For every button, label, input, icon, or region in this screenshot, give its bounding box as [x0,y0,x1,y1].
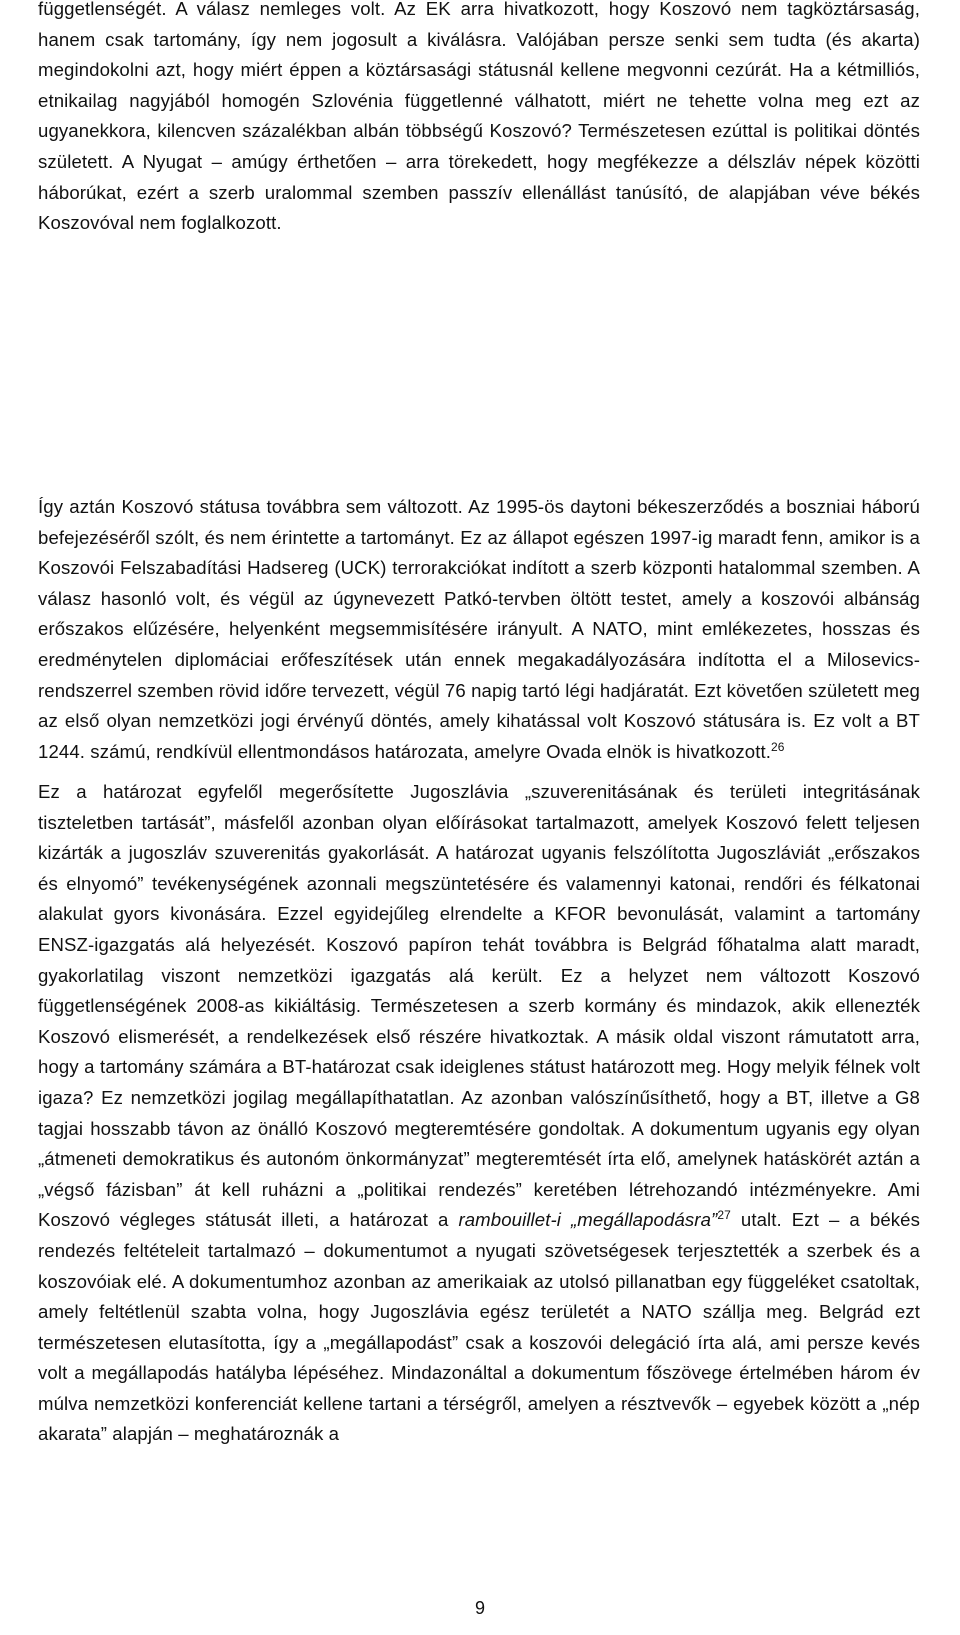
paragraph-2-text: Így aztán Koszovó státusa továbbra sem változott. Az 1995-ös daytoni békeszerződés a boszniai háború befejezéséről szólt, és nem érintette a tartományt. Ez az állapot egészen 1997-ig maradt fenn, amikor is a Koszovói Felszabadítási Hadsereg (UCK) terrorakciókat indított a szerb központi hatalommal szemben. A válasz hasonló volt, és végül az úgynevezett Patkó-tervben öltött testet, amely a koszovói albánság erőszakos elűzésére, helyenként megsemmisítésére irányult. A NATO, mint emlékezetes, hosszas és eredménytelen diplomáciai erőfeszítések után ennek megakadályozására indította el a Milosevics-rendszerrel szemben rövid időre tervezett, végül 76 napig tartó légi hadjáratát. Ezt követően született meg az első olyan nemzetközi jogi érvényű döntés, amely kihatással volt Koszovó státusára is. Ez volt a BT 1244. számú, rendkívül ellentmondásos határozata, amelyre Ovada elnök is hivatkozott. [38,496,920,762]
paragraph-3-text-end: utalt. Ezt – a békés rendezés feltételeit tartalmazó – dokumentumot a nyugati szövetségesek terjesztették a szerbek és a koszovóiak elé. A dokumentumhoz azonban az amerikaiak az utolsó pillanatban egy függeléket csatoltak, amely feltétlenül szabta volna, hogy Jugoszlávia egész területét a NATO szállja meg. Belgrád ezt természetesen elutasította, így a „megállapodást” csak a koszovói delegáció írta alá, ami persze kevés volt a megállapodás hatályba lépéséhez. Mindazonáltal a dokumentum főszövege értelmében három év múlva nemzetközi konferenciát kellene tartani a térségről, amelyen a résztvevők – egyebek között a „nép akarata” alapján – meghatároznák a [38,1209,920,1445]
footnote-ref-26[interactable]: 26 [771,739,785,754]
paragraph-1 [38,0,920,239]
paragraph-3-italic-phrase: rambouillet-i „megállapodásra” [458,1209,718,1231]
paragraph-3-text-start: Ez a határozat egyfelől megerősítette Jugoszlávia „szuverenitásának és területi integritásának tiszteletben tartását”, másfelől azonban olyan előírásokat tartalmazott, amelyek Koszovó felett teljesen kizárták a jugoszláv szuverenitás gyakorlását. A határozat ugyanis felszólította Jugoszláviát „erőszakos és elnyomó” tevékenységének azonnali megszüntetésére és valamennyi katonai, rendőri és félkatonai alakulat gyors kivonására. Ezzel egyidejűleg elrendelte a KFOR bevonulását, valamint a tartomány ENSZ-igazgatás alá helyezését. Koszovó papíron tehát továbbra is Belgrád főhatalma alatt maradt, gyakorlatilag viszont nemzetközi igazgatás alá került. Ez a helyzet nem változott Koszovó függetlenségének 2008-as kikiáltásig. Természetesen a szerb kormány és mindazok, akik ellenezték Koszovó elismerését, a rendelkezések első részére hivatkoztak. A másik oldal viszont rámutatott arra, hogy a tartomány számára a BT-határozat csak ideiglenes státust határozott meg. Hogy melyik félnek volt igaza? Ez nemzetközi jogilag megállapíthatatlan. Az azonban valószínűsíthető, hogy a BT, illetve a G8 tagjai hosszabb távon az önálló Koszovó megteremtésére gondoltak. A dokumentum ugyanis egy olyan „átmeneti demokratikus és autonóm önkormányzat” megteremtését írta elő, amelynek hatáskörét aztán a „végső fázisban” át kell ruházni a „politikai rendezés” keretében létrehozandó intézményekre. Ami Koszovó végleges státusát illeti, a határozat a [38,781,920,1231]
footnote-ref-27[interactable]: 27 [717,1208,731,1223]
paragraph-2 [38,492,920,767]
page-number: 9 [474,1598,485,1618]
paragraph-3 [38,777,920,1450]
paragraph-1-text: függetlenségét. A válasz nemleges volt. Az EK arra hivatkozott, hogy Koszovó nem tagköztársaság, hanem csak tartomány, így nem jogosult a kiválásra. Valójában persze senki sem tudta (és akarta) megindokolni azt, hogy miért éppen a köztársasági státusnál kellene megvonni cezúrát. Ha a kétmilliós, etnikailag nagyjából homogén Szlovénia függetlenné válhatott, miért ne tehette volna meg ezt az ugyanekkora, kilencven százalékban albán többségű Koszovó? Természetesen ezúttal is politikai döntés született. A Nyugat – amúgy érthetően – arra törekedett, hogy megfékezze a délszláv népek közötti háborúkat, ezért a szerb uralommal szemben passzív ellenállást tanúsító, de alapjában véve békés Koszovóval nem foglalkozott. [38,0,920,234]
